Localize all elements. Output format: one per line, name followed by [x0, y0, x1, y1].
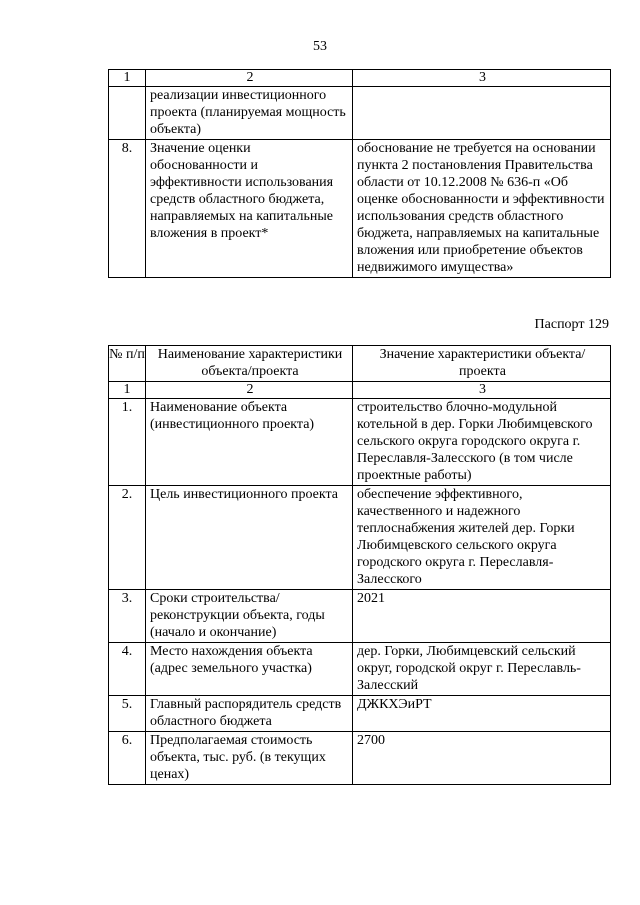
- table-row: [109, 696, 611, 732]
- row-value: ДЖКХЭиРТ: [353, 696, 611, 732]
- row-value: строительство блочно-модульной котельной в дер. Горки Любимцевского сельского округа городского округа г. Переславля-Залесского (в том числе проектные работы): [353, 399, 611, 486]
- row-value: 2700: [353, 732, 611, 785]
- row-name: Цель инвестиционного проекта: [146, 486, 353, 590]
- table-row: [109, 399, 611, 486]
- table-row: [109, 87, 611, 140]
- row-value: 2021: [353, 590, 611, 643]
- row-value: [353, 87, 611, 140]
- row-number: 8.: [109, 140, 146, 278]
- table-row: [109, 590, 611, 643]
- table-row: [109, 643, 611, 696]
- column-number-2: 2: [146, 382, 353, 399]
- row-value: обеспечение эффективного, качественного и надежного теплоснабжения жителей дер. Горки Любимцевского сельского округа городского округа г. Переславля-Залесского: [353, 486, 611, 590]
- head-number: № п/п: [109, 346, 146, 382]
- page-number: 53: [313, 39, 327, 54]
- row-value: обоснование не требуется на основании пункта 2 постановления Правительства области от 10.12.2008 № 636-п «Об оценке обоснованности и эффективности использования средств областного бюджета, направляемых на капитальные вложения или приобретение объектов недвижимого имущества»: [353, 140, 611, 278]
- column-number-row: [109, 382, 611, 399]
- table-head-row: [109, 346, 611, 382]
- column-number-3: 3: [353, 70, 611, 87]
- row-number: 6.: [109, 732, 146, 785]
- head-name: Наименование характеристики объекта/проекта: [146, 346, 353, 382]
- row-name: Предполагаемая стоимость объекта, тыс. руб. (в текущих ценах): [146, 732, 353, 785]
- row-name: Значение оценки обоснованности и эффективности использования средств областного бюджета, направляемых на капитальные вложения в проект*: [146, 140, 353, 278]
- row-number: [109, 87, 146, 140]
- table-row: [109, 140, 611, 278]
- row-name: Главный распорядитель средств областного бюджета: [146, 696, 353, 732]
- column-number-1: 1: [109, 70, 146, 87]
- head-value: Значение характеристики объекта/проекта: [353, 346, 611, 382]
- row-value: дер. Горки, Любимцевский сельский округ, городской округ г. Переславль-Залесский: [353, 643, 611, 696]
- column-number-row: [109, 70, 611, 87]
- table-row: [109, 486, 611, 590]
- row-name: реализации инвестиционного проекта (планируемая мощность объекта): [146, 87, 353, 140]
- column-number-2: 2: [146, 70, 353, 87]
- row-number: 4.: [109, 643, 146, 696]
- row-number: 5.: [109, 696, 146, 732]
- passport-continuation-table: [108, 69, 611, 278]
- row-number: 2.: [109, 486, 146, 590]
- row-number: 3.: [109, 590, 146, 643]
- passport-title: Паспорт 129: [534, 317, 609, 332]
- table-row: [109, 732, 611, 785]
- column-number-3: 3: [353, 382, 611, 399]
- row-name: Наименование объекта (инвестиционного проекта): [146, 399, 353, 486]
- row-number: 1.: [109, 399, 146, 486]
- row-name: Сроки строительства/реконструкции объекта, годы (начало и окончание): [146, 590, 353, 643]
- column-number-1: 1: [109, 382, 146, 399]
- row-name: Место нахождения объекта (адрес земельного участка): [146, 643, 353, 696]
- passport-table: [108, 345, 611, 785]
